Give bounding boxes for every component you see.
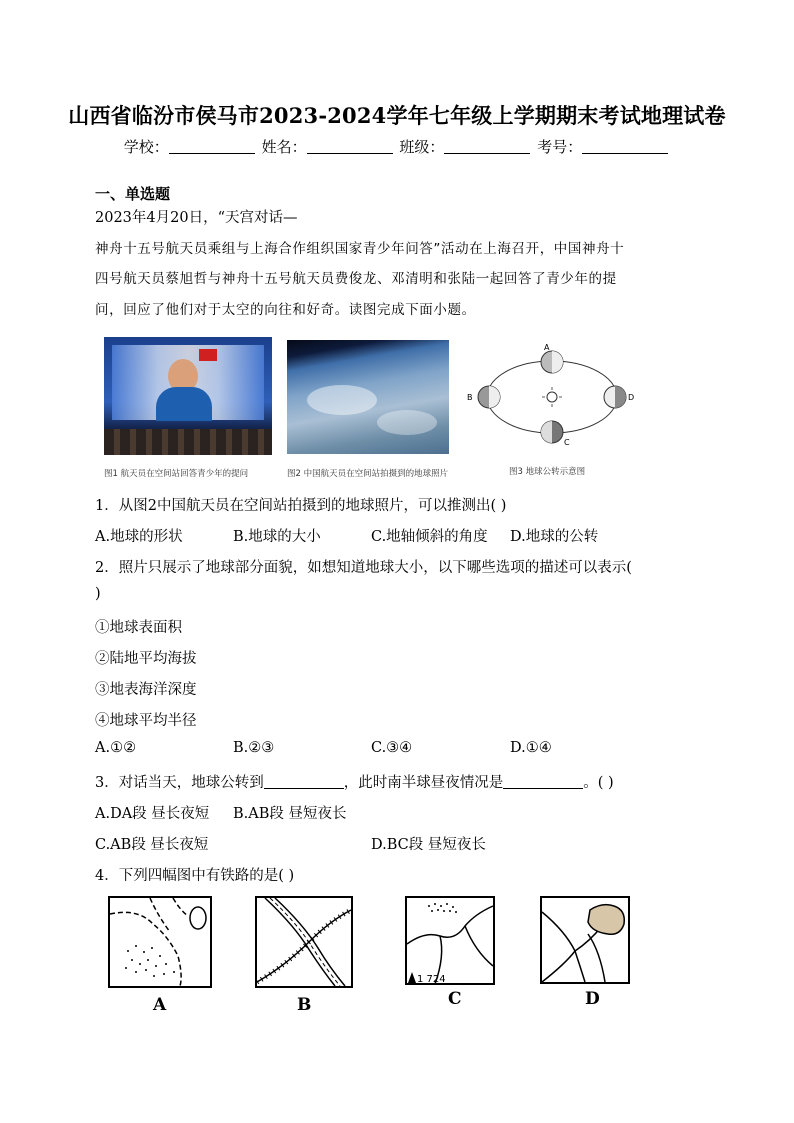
q2-item-2: ②陆地平均海拔 bbox=[95, 651, 197, 667]
q3-option-a[interactable]: A.DA段 昼长夜短 bbox=[95, 806, 210, 822]
orbit-label-a: A bbox=[544, 343, 550, 352]
fig1-astronaut-photo bbox=[104, 337, 272, 455]
q2-option-a[interactable]: A.①② bbox=[95, 740, 137, 756]
student-info-row bbox=[0, 136, 794, 157]
globe-b bbox=[478, 386, 500, 408]
q2-stem-end: ) bbox=[95, 586, 101, 602]
intro-line-1: 2023年4月20日，“天宫对话— bbox=[95, 210, 298, 226]
q3-stem-part-c: 。( ) bbox=[583, 775, 614, 791]
fig3-caption: 图3 地球公转示意图 bbox=[509, 467, 586, 477]
q2-item-1: ①地球表面积 bbox=[95, 620, 182, 636]
q2-item-3: ③地表海洋深度 bbox=[95, 682, 197, 698]
name-label: 姓名： bbox=[261, 138, 307, 156]
globe-c bbox=[541, 421, 563, 443]
q3-blank-1[interactable] bbox=[264, 776, 344, 789]
fig2-earth-photo bbox=[287, 340, 449, 454]
orbit-label-d: D bbox=[628, 393, 635, 402]
intro-line-3: 四号航天员蔡旭哲与神舟十五号航天员费俊龙、邓清明和张陆一起回答了青少年的提 bbox=[95, 271, 617, 287]
q3-stem-part-a: 3．对话当天，地球公转到 bbox=[95, 775, 264, 791]
q4-stem: 4．下列四幅图中有铁路的是( ) bbox=[95, 868, 295, 884]
section-heading: 一、单选题 bbox=[95, 185, 171, 203]
q3-stem bbox=[95, 771, 614, 792]
q4-map-d-label: D bbox=[585, 989, 600, 1009]
q4-map-c bbox=[405, 896, 495, 986]
class-label: 班级： bbox=[399, 138, 445, 156]
q4-map-c-label: C bbox=[448, 989, 462, 1009]
q3-option-b[interactable]: B.AB段 昼短夜长 bbox=[233, 806, 347, 822]
fig1-caption: 图1 航天员在空间站回答青少年的提问 bbox=[104, 469, 249, 479]
q3-blank-2[interactable] bbox=[503, 776, 583, 789]
q2-option-c[interactable]: C.③④ bbox=[371, 740, 413, 756]
q1-option-a[interactable]: A.地球的形状 bbox=[95, 529, 183, 545]
q4-map-b bbox=[255, 896, 353, 988]
q1-option-c[interactable]: C.地轴倾斜的角度 bbox=[371, 529, 488, 545]
q1-option-b[interactable]: B.地球的大小 bbox=[233, 529, 321, 545]
q3-stem-part-b: ，此时南半球昼夜情况是 bbox=[343, 775, 504, 791]
orbit-label-c: C bbox=[564, 438, 570, 447]
q4-map-a-label: A bbox=[153, 995, 167, 1015]
q3-option-c[interactable]: C.AB段 昼长夜短 bbox=[95, 837, 209, 853]
intro-line-2: 神舟十五号航天员乘组与上海合作组织国家青少年问答”活动在上海召开，中国神舟十 bbox=[95, 241, 625, 257]
fig3-orbit-diagram bbox=[465, 338, 635, 452]
q4-map-d bbox=[540, 896, 630, 984]
q2-stem: 2．照片只展示了地球部分面貌，如想知道地球大小，以下哪些选项的描述可以表示( bbox=[95, 560, 632, 576]
page-title: 山西省临汾市侯马市2023-2024学年七年级上学期期末考试地理试卷 bbox=[68, 103, 726, 128]
intro-line-4: 问，回应了他们对于太空的向往和好奇。读图完成下面小题。 bbox=[95, 302, 476, 318]
fig2-caption: 图2 中国航天员在空间站拍摄到的地球照片 bbox=[287, 469, 449, 479]
school-blank[interactable] bbox=[169, 139, 255, 154]
q3-option-d[interactable]: D.BC段 昼短夜长 bbox=[371, 837, 486, 853]
globe-d bbox=[604, 386, 626, 408]
name-blank[interactable] bbox=[307, 139, 393, 154]
number-label: 考号： bbox=[537, 138, 583, 156]
q4-map-b-label: B bbox=[297, 995, 312, 1015]
orbit-label-b: B bbox=[467, 393, 473, 402]
q4-map-a bbox=[108, 896, 212, 988]
school-label: 学校： bbox=[123, 138, 169, 156]
q2-option-d[interactable]: D.①④ bbox=[510, 740, 552, 756]
class-blank[interactable] bbox=[444, 139, 530, 154]
q1-stem: 1．从图2中国航天员在空间站拍摄到的地球照片，可以推测出( ) bbox=[95, 498, 507, 514]
q2-option-b[interactable]: B.②③ bbox=[233, 740, 275, 756]
q2-item-4: ④地球平均半径 bbox=[95, 713, 197, 729]
q4-map-c-elevation: 1 724 bbox=[417, 974, 446, 985]
q1-option-d[interactable]: D.地球的公转 bbox=[510, 529, 599, 545]
globe-a bbox=[541, 351, 563, 373]
number-blank[interactable] bbox=[582, 139, 668, 154]
